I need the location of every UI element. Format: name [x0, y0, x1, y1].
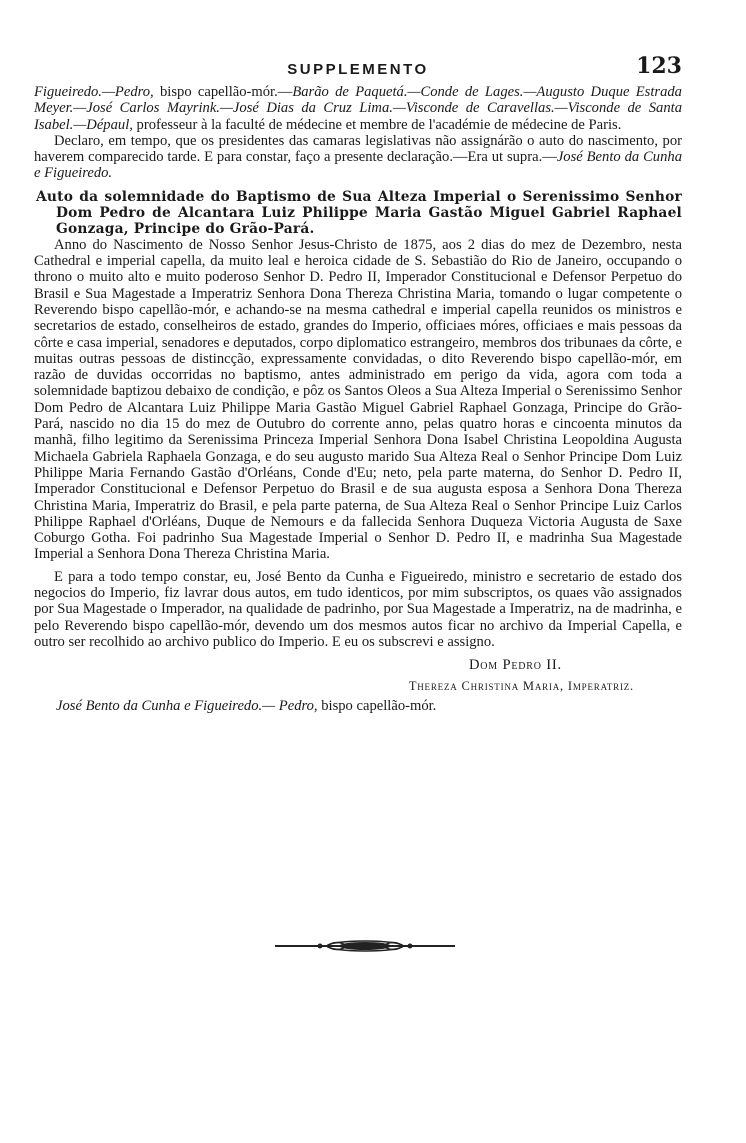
intro-text-2: professeur à la faculté de médecine et membre de l'académie de médecine de Paris. [132, 116, 622, 133]
signature-empress: Thereza Christina Maria, Imperatriz. [408, 678, 634, 693]
decorative-rule-ornament [275, 939, 455, 953]
signature-minister-bishop [34, 698, 682, 714]
page-header [34, 53, 682, 84]
body-paragraph-2: E para a todo tempo constar, eu, José Bento da Cunha e Figueiredo, ministro e secretario de estado dos negocios do Imperio, fiz lavrar dous autos, em tudo identicos, por mim subscriptos, os quaes vão assignados por Sua Magestade o Imperador, na qualidade de padrinho, por Sua Magestade a Imperatriz, na de madrinha, e pelo Reverendo bispo capellão-mór, devendo um dos mesmos autos ficar no archivo da Imperial Capella, e outro ser recolhido ao archivo publico do Imperio. E eu os subscrevi e assigno. [34, 568, 682, 650]
signature-bishop-title: bispo capellão-mór. [317, 697, 437, 714]
signature-minister: José Bento da Cunha e Figueiredo.— [56, 697, 276, 714]
intro-italic-1: Figueiredo.—Pedro, [34, 84, 154, 100]
running-title: SUPPLEMENTO [287, 61, 429, 78]
declaro-signature: José Bento da Cunha e Figueiredo. [34, 149, 682, 182]
intro-text-1: bispo capellão-mór.— [153, 84, 293, 100]
intro-paragraph [34, 84, 682, 133]
section-heading: Auto da solemnidade do Baptismo de Sua Alteza Imperial o Serenissimo Senhor Dom Pedro de Alcantara Luiz Philippe Maria Gastão Miguel Gabriel Raphael Gonzaga, Principe do Grão-Pará. [36, 188, 682, 237]
document-page [34, 53, 682, 714]
body-paragraph-1: Anno do Nascimento de Nosso Senhor Jesus-Christo de 1875, aos 2 dias do mez de Dezembro, nesta Cathedral e imperial capella, da muito leal e heroica cidade de S. Sebastião do Rio de Janeiro, occupando o throno o muito alto e muito poderoso Senhor D. Pedro II, Imperador Constitucional e Defensor Perpetuo do Brasil e Sua Magestade a Imperatriz Senhora Dona Thereza Christina Maria, tomando o lugar competente o Reverendo bispo capellão-mór, e achando-se na mesma cathedral e imperial capella reunidos os ministros e secretarios de estado, conselheiros de estado, grandes do Imperio, officiaes móres, officiaes e mais pessoas da côrte e casa imperial, senadores e deputados, corpo diplomatico estrangeiro, membros dos tribunaes da côrte, e muitas outras pessoas de distincção, expressamente convidadas, o dito Reverendo bispo capellão-mór, em razão de duvidas occorridas no baptismo, antes administrado em perigo da vida, agora com toda a solemnidade baptizou debaixo de condição, e pôz os Santos Oleos a Sua Alteza Imperial o Serenissimo Senhor Dom Pedro de Alcantara Luiz Philippe Maria Gastão Miguel Gabriel Raphael Gonzaga, Principe do Grão-Pará, nascido no dia 15 do mez de Outubro do corrente anno, pelas quatro horas e cincoenta minutos da manhã, filho legitimo da Serenissima Princeza Imperial Senhora Dona Isabel Christina Leopoldina Augusta Michaela Gabriela Raphaela Gonzaga, e do seu augusto marido Sua Alteza Real o Senhor Principe Dom Luiz Philippe Maria Fernando Gastão d'Orléans, Conde d'Eu; neto, pela parte materna, do Senhor D. Pedro II, Imperador Constitucional e Defensor Perpetuo do Brasil e de sua augusta esposa a Senhora Dona Thereza Christina Maria, Imperatriz do Brasil, e pela parte paterna, de Sua Alteza Real o Senhor Principe Luiz Carlos Philippe Raphael d'Orléans, Duque de Nemours e da fallecida Senhora Duqueza Victoria Augusta de Saxe Coburgo Gotha. Foi padrinho Sua Magestade Imperial o Senhor D. Pedro II, e madrinha Sua Magestade Imperial a Senhora Dona Thereza Christina Maria. [34, 236, 682, 563]
declaro-paragraph [34, 133, 682, 182]
intro-italic-2: Barão de Paquetá.—Conde de Lages.—Augusto Duque Estrada Meyer.—José Carlos Mayrink.—José Dias da Cruz Lima.—Visconde de Caravellas.—Visconde de Santa Isabel.—Dépaul, [34, 84, 682, 133]
signature-bishop-name: Pedro, [278, 697, 318, 714]
declaro-text: Declaro, em tempo, que os presidentes das camaras legislativas não assignárão o auto do nascimento, por haverem comparecido tarde. E para constar, faço a presente declaração.—Era ut supra.— [34, 132, 682, 166]
signature-emperor: Dom Pedro II. [468, 657, 562, 674]
page-number: 123 [636, 53, 682, 79]
